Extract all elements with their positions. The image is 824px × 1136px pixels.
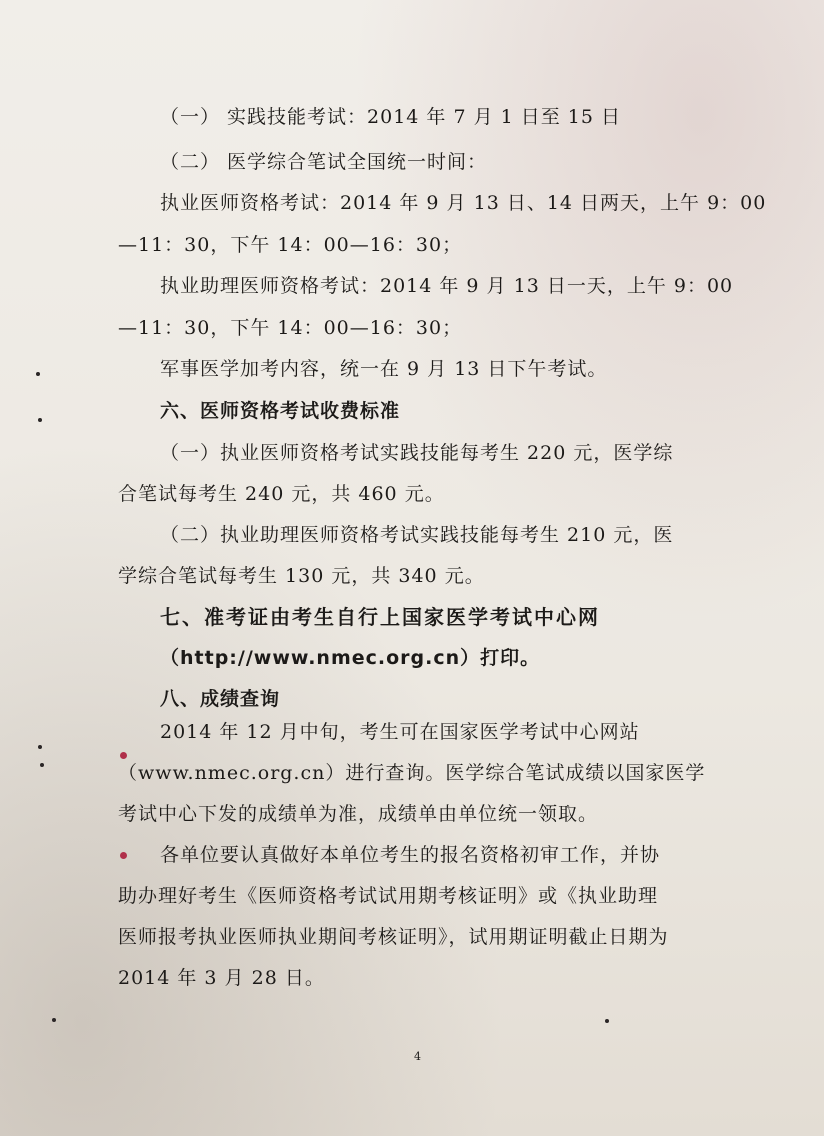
text-line-results-transcript: 考试中心下发的成绩单为准，成绩单由单位统一领取。 (118, 803, 599, 825)
page-number: 4 (414, 1050, 421, 1063)
section-heading-admission-ticket: 七、准考证由考生自行上国家医学考试中心网 (160, 605, 600, 629)
text-line-results-date: 2014 年 12 月中旬，考生可在国家医学考试中心网站 (160, 721, 640, 743)
text-line-military-exam: 军事医学加考内容，统一在 9 月 13 日下午考试。 (160, 358, 608, 380)
text-line-written-exam-heading: （二） 医学综合笔试全国统一时间： (160, 151, 488, 173)
section-heading-fees: 六、医师资格考试收费标准 (160, 400, 401, 422)
scan-speck (605, 1019, 609, 1023)
scan-speck (40, 763, 44, 767)
scan-speck (38, 418, 42, 422)
text-line-physician-fee-cont: 合笔试每考生 240 元，共 460 元。 (118, 483, 445, 505)
scan-speck (38, 745, 42, 749)
scan-speck (52, 1018, 56, 1022)
text-line-unit-review-cont2: 医师报考执业医师执业期间考核证明》，试用期证明截止日期为 (118, 926, 669, 948)
text-line-assistant-fee-cont: 学综合笔试每考生 130 元，共 340 元。 (118, 565, 485, 587)
text-line-physician-exam-time: —11：30，下午 14：00—16：30； (118, 234, 463, 256)
text-line-deadline-date: 2014 年 3 月 28 日。 (118, 967, 325, 989)
scan-speck (36, 372, 40, 376)
text-line-physician-fee: （一）执业医师资格考试实践技能每考生 220 元，医学综 (160, 442, 674, 464)
text-line-practical-exam-date: （一） 实践技能考试：2014 年 7 月 1 日至 15 日 (160, 106, 622, 128)
text-line-unit-review: 各单位要认真做好本单位考生的报名资格初审工作，并协 (160, 844, 661, 866)
section-heading-results: 八、成绩查询 (160, 688, 281, 710)
scan-stain (120, 852, 127, 859)
text-line-results-site: （www.nmec.org.cn）进行查询。医学综合笔试成绩以国家医学 (118, 762, 706, 784)
text-line-unit-review-cont1: 助办理好考生《医师资格考试试用期考核证明》或《执业助理 (118, 885, 659, 907)
text-line-physician-exam-date: 执业医师资格考试：2014 年 9 月 13 日、14 日两天，上午 9：00 (160, 192, 767, 214)
text-line-assistant-fee: （二）执业助理医师资格考试实践技能每考生 210 元，医 (160, 524, 674, 546)
text-line-assistant-exam-time: —11：30，下午 14：00—16：30； (118, 317, 463, 339)
scan-stain (120, 752, 127, 759)
text-line-admission-ticket-url: （http://www.nmec.org.cn）打印。 (160, 647, 541, 669)
text-line-assistant-exam-date: 执业助理医师资格考试：2014 年 9 月 13 日一天，上午 9：00 (160, 275, 734, 297)
